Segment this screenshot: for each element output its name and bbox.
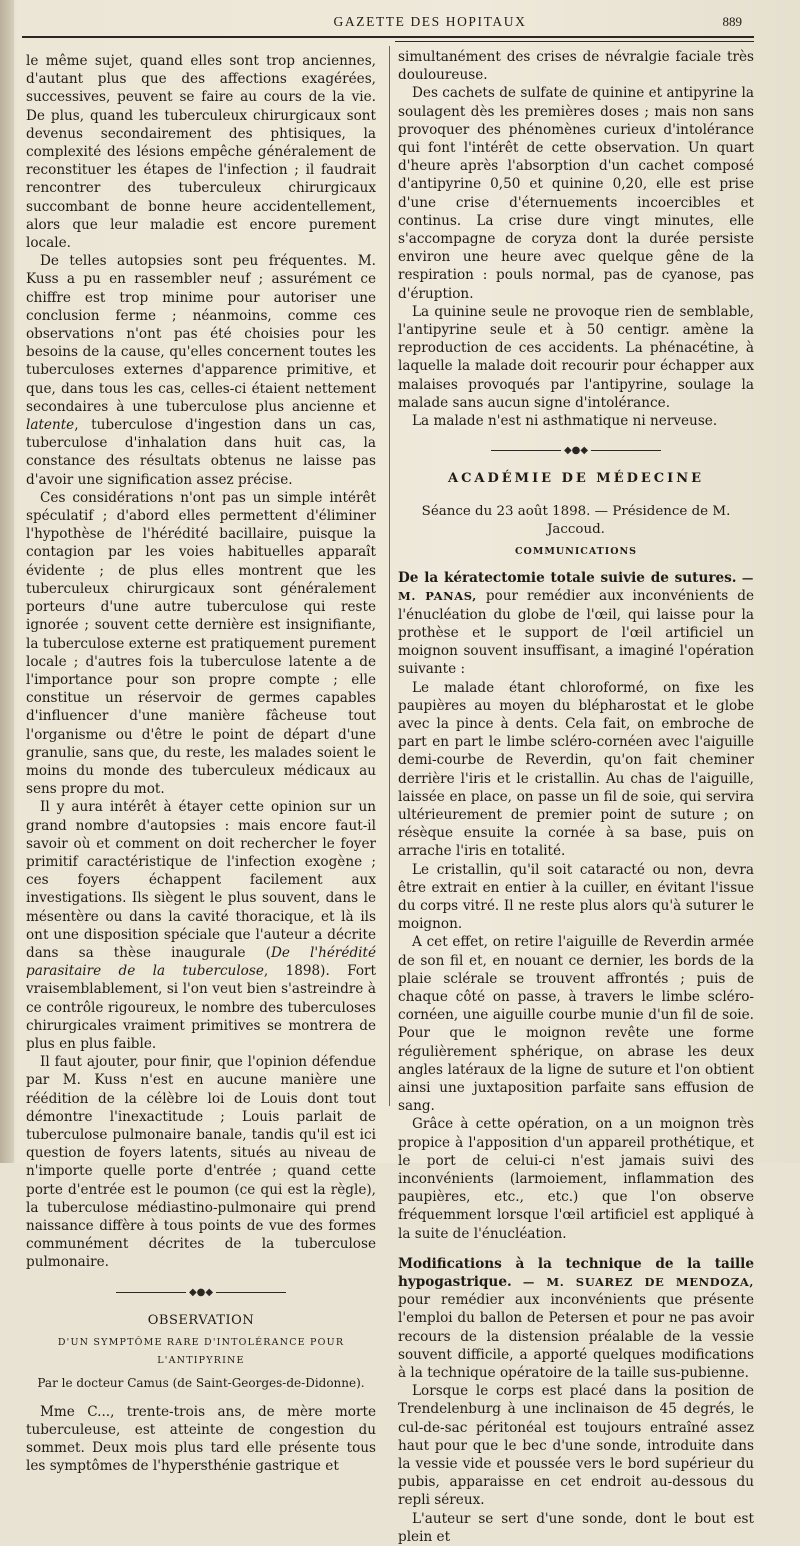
text-run: , tuberculose d'ingestion dans un cas, tuberculose d'inhalation dans huit cas, la constance des résultats obtenus ne laisse pas d'avoir une signification assez précise. bbox=[26, 417, 376, 488]
subsection-heading: COMMUNICATIONS bbox=[514, 546, 638, 558]
italic-text: De l'hérédité parasitaire de la tuberculose bbox=[26, 944, 377, 980]
paragraph: simultanément des crises de névralgie faciale très douloureuse. bbox=[398, 49, 754, 84]
text-run: De telles autopsies sont peu fréquentes. M. Kuss a pu en rassembler neuf ; assurément ce chiffre est trop minime pour autoriser une conclusion ferme ; néanmoins, comme ces observations n'ont pas été choisies pour les besoins de la cause, qu'elles concernent toutes les tuberculoses externes d'apparence primitive, et que, dans tous les cas, celles-ci étaient nettement secondaires à une tuberculose plus ancienne et bbox=[26, 253, 376, 415]
fleuron-divider: ◆●◆ bbox=[26, 1284, 376, 1302]
paragraph: Des cachets de sulfate de quinine et antipyrine la soulagent dès les premières doses ; mais non sans provoquer des phénomènes curieux d'intolérance qui font l'intérêt de cette observation. Un quart d'heure après l'absorption d'un cachet composé d'antipyrine 0,50 et quinine 0,20, elle est prise d'une crise d'éternuements incoercibles et continus. La crise dure vingt minutes, elle s'accompagne de coryza dont la durée persiste environ une heure avec quelque gêne de la respiration : pouls normal, pas de cyanose, pas d'éruption. bbox=[398, 85, 754, 302]
text-run: pour remédier aux inconvénients de l'énucléation du globe de l'œil, qui laisse pour la prothèse et le support de l'œil artificiel un moignon souvent insuffisant, a imaginé l'opération suivante : bbox=[398, 588, 754, 678]
paragraph bbox=[398, 1255, 754, 1382]
text-run: Il y aura intérêt à étayer cette opinion sur un grand nombre d'autopsies : mais encore faut-il savoir où et comment on doit rechercher le foyer primitif caractéristique de l'infection exogène ; ces foyers échappent facilement aux investigations. Ils siègent le plus souvent, dans le mésentère ou dans la cavité thoracique, et là ils ont une disposition spéciale que l'auteur a décrite dans sa thèse inaugurale ( bbox=[26, 799, 376, 961]
session-line: Séance du 23 août 1898. — Présidence de M. Jaccoud. bbox=[421, 503, 731, 537]
left-column bbox=[26, 52, 376, 1475]
paragraph: La malade n'est ni asthmatique ni nerveuse. bbox=[412, 413, 718, 430]
section-author: Par le docteur Camus (de Saint-Georges-de-Didonne). bbox=[37, 1376, 365, 1391]
paragraph: Lorsque le corps est placé dans la position de Trendelenburg à une inclinaison de 45 degrés, le cul-de-sac péritonéal est toujours entraîné assez haut pour que le bec d'une sonde, introduite dans la vessie vide et poussée vers le bord supérieur du pubis, apparaisse en cet endroit au-dessous du repli séreux. bbox=[398, 1383, 754, 1509]
text-run: pour remédier aux inconvénients que présente l'emploi du ballon de Petersen et pour ne pas avoir recours de la distension préalable de la vessie souvent difficile, a apporté quelques modifications à la technique opératoire de la taille sus-pubienne. bbox=[398, 1292, 754, 1382]
italic-text: latente bbox=[26, 417, 75, 434]
paragraph: le même sujet, quand elles sont trop anciennes, d'autant plus que des affections exagérées, successives, peuvent se faire au cours de la vie. De plus, quand les tuberculeux chirurgicaux sont devenus secondairement des phtisiques, la complexité des lésions empêche généralement de reconstituer les étapes de l'infection ; il faudrait rencontrer des tuberculeux chirurgicaux succombant de bonne heure accidentellement, alors que leur maladie est encore purement locale. bbox=[26, 53, 376, 252]
running-head: GAZETTE DES HOPITAUX bbox=[333, 14, 527, 29]
paragraph bbox=[398, 569, 754, 678]
paragraph: L'auteur se sert d'une sonde, dont le bout est plein et bbox=[398, 1510, 754, 1545]
header-rule-secondary bbox=[395, 41, 754, 42]
paragraph: Mme C..., trente-trois ans, de mère morte tuberculeuse, est atteinte de congestion du sommet. Deux mois plus tard elle présente tous les symptômes de l'hypersthénie gastrique et bbox=[26, 1403, 376, 1475]
rubric-author: — M. PANAS, bbox=[398, 571, 754, 604]
rubric-title: De la kératectomie totale suivie de sutures. bbox=[398, 570, 737, 587]
paragraph: Ces considérations n'ont pas un simple intérêt spéculatif ; d'abord elles permettent d'éliminer l'hypothèse de l'hérédité bacillaire, puisque la contagion par les voies habituelles apparaît évidente ; de plus elles montrent que les tuberculeux chirurgicaux sont généralement porteurs d'une autre tuberculose qui reste ignorée ; souvent cette dernière est insignifiante, la tuberculose externe est pratiquement purement locale ; d'autres fois la tuberculose latente a de l'importance pour son propre compte ; elle constitue un réservoir de germes capables d'influencer d'une manière fâcheuse tout l'organisme ou d'être le point de départ d'une granulie, sans que, du reste, les malades soient le moins du monde des tuberculeux médicaux au sens propre du mot. bbox=[26, 489, 376, 798]
binding-shadow bbox=[0, 0, 14, 1163]
text-run: , 1898). Fort vraisemblablement, si l'on veut bien s'astreindre à ce contrôle rigoureux, le nombre des tuberculoses chirurgicales vraiment primitives se montrera de plus en plus faible. bbox=[26, 963, 376, 1052]
rubric-title: Modifications à la technique de la taille hypogastrique. bbox=[398, 1255, 754, 1290]
paragraph bbox=[26, 798, 376, 1053]
paragraph: Le malade étant chloroformé, on fixe les paupières au moyen du blépharostat et le globe avec la pince à dents. Cela fait, on embroche de part en part le limbe scléro-cornéen avec l'aiguille demi-courbe de Reverdin, qu'on fait cheminer derrière l'iris et le cristallin. Au chas de l'aiguille, laissée en place, on passe un fil de soie, qui servira ultérieurement de premier point de suture ; on résèque ensuite la cornée à sa base, puis on arrache l'iris en totalité. bbox=[398, 679, 754, 860]
paragraph: A cet effet, on retire l'aiguille de Reverdin armée de son fil et, en nouant ce dernier, les bords de la plaie sclérale se trouvent affrontés ; puis de chaque côté on passe, à travers le limbe scléro-cornéen, une aiguille courbe munie d'un fil de soie. Pour que le moignon revête une forme régulièrement sphérique, on abrase les deux angles latéraux de la ligne de suture et l'on obtient ainsi une juxtaposition parfaite sans effusion de sang. bbox=[398, 934, 754, 1115]
section-title: OBSERVATION bbox=[147, 1312, 255, 1328]
paragraph: Il faut ajouter, pour finir, que l'opinion défendue par M. Kuss n'est en aucune manière une réédition de la célèbre loi de Louis dont tout démontre l'inexactitude ; Louis parlait de tuberculose pulmonaire banale, tandis qu'il est ici question de foyers latents, situés au niveau de n'importe quelle porte d'entrée ; quand cette porte d'entrée est le poumon (ce qui est la règle), la tuberculose médiastino-pulmonaire qui prend naissance diffère à tous points de vue des formes communément décrites de la tuberculose pulmonaire. bbox=[26, 1054, 376, 1271]
page-number: 889 bbox=[722, 14, 742, 29]
header-rule bbox=[22, 36, 754, 38]
rubric-author: — M. SUAREZ DE MENDOZA, bbox=[522, 1275, 754, 1289]
section-subtitle: D'UN SYMPTÔME RARE D'INTOLÉRANCE POUR L'ANTIPYRINE bbox=[57, 1337, 345, 1367]
right-column bbox=[398, 48, 754, 1546]
fleuron-divider: ◆●◆ bbox=[398, 442, 754, 460]
paragraph bbox=[26, 252, 376, 489]
paragraph: La quinine seule ne provoque rien de semblable, l'antipyrine seule et à 50 centigr. amène la reproduction de ces accidents. La phénacétine, à laquelle la malade doit recourir pour échapper aux malaises provoqués par l'antipyrine, soulage la malade sans aucun signe d'intolérance. bbox=[398, 303, 754, 411]
paragraph: Grâce à cette opération, on a un moignon très propice à l'apposition d'un appareil prothétique, et le port de celui-ci n'est jamais suivi des inconvénients (larmoiement, inflammation des paupières, etc., etc.) que l'on observe fréquemment lorsque l'œil artificiel est appliqué à la suite de l'énucléation. bbox=[398, 1116, 754, 1242]
section-heading: ACADÉMIE DE MÉDECINE bbox=[447, 471, 704, 487]
spacer bbox=[398, 1243, 754, 1255]
column-divider bbox=[389, 46, 390, 1106]
paragraph: Le cristallin, qu'il soit cataracté ou non, devra être extrait en entier à la cuiller, en évitant l'issue du corps vitré. Il ne reste plus alors qu'à suturer le moignon. bbox=[398, 861, 754, 933]
